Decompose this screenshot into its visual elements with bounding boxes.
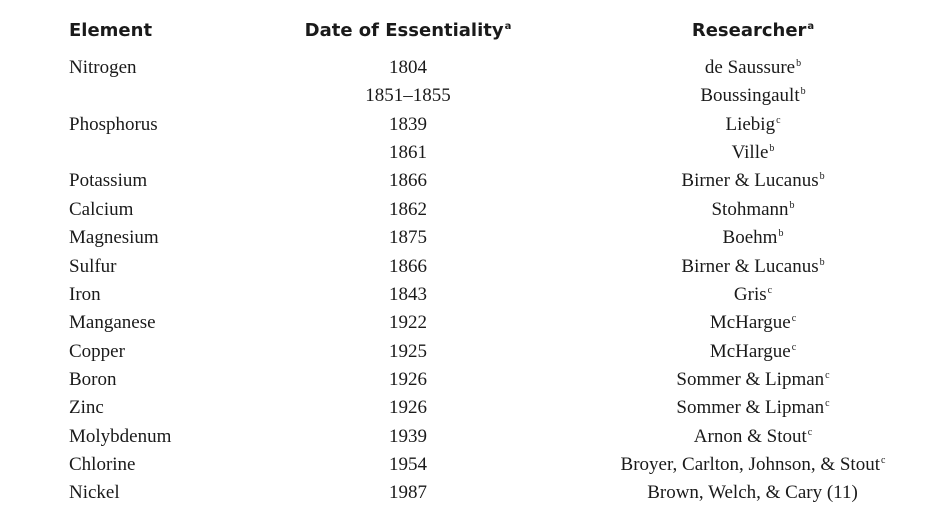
- cell-element: Iron: [69, 284, 101, 305]
- cell-date: 1861: [389, 142, 427, 163]
- header-element: Element: [69, 20, 153, 41]
- cell-researcher: [681, 170, 824, 192]
- table-row: [0, 341, 935, 369]
- researcher-name: Birner & Lucanus: [681, 256, 819, 277]
- table-row: [0, 227, 935, 255]
- cell-element: Nitrogen: [69, 57, 137, 78]
- footnote-mark: b: [796, 58, 802, 69]
- footnote-mark: c: [825, 370, 830, 381]
- cell-researcher: [700, 85, 805, 107]
- cell-element: Calcium: [69, 199, 134, 220]
- researcher-name: Brown, Welch, & Cary (11): [647, 482, 858, 503]
- table-header: [0, 20, 935, 46]
- cell-researcher: [705, 57, 801, 79]
- header-researcher-footnote: a: [807, 21, 815, 32]
- table-row: [0, 57, 935, 85]
- researcher-name: Boehm: [722, 227, 778, 248]
- cell-element: Potassium: [69, 170, 148, 191]
- researcher-name: Birner & Lucanus: [681, 170, 819, 191]
- footnote-mark: c: [791, 342, 797, 353]
- cell-element: Boron: [69, 369, 117, 390]
- cell-element: Molybdenum: [69, 426, 172, 447]
- table-row: [0, 85, 935, 113]
- cell-date: 1926: [389, 397, 427, 418]
- cell-date: 1987: [389, 482, 427, 503]
- researcher-name: Sommer & Lipman: [676, 397, 825, 418]
- table-row: [0, 369, 935, 397]
- cell-researcher: [734, 284, 772, 306]
- researcher-name: McHargue: [709, 312, 791, 333]
- cell-date: 1925: [389, 341, 427, 362]
- cell-element: Nickel: [69, 482, 120, 503]
- cell-element: Manganese: [69, 312, 156, 333]
- footnote-mark: b: [819, 171, 825, 182]
- table-row: [0, 284, 935, 312]
- footnote-mark: c: [767, 285, 773, 296]
- researcher-name: Liebig: [725, 114, 776, 135]
- cell-date: 1875: [389, 227, 427, 248]
- footnote-mark: c: [776, 115, 781, 126]
- cell-date: 1866: [389, 170, 427, 191]
- cell-element: Magnesium: [69, 227, 159, 248]
- footnote-mark: b: [800, 86, 806, 97]
- table-row: [0, 397, 935, 425]
- cell-date: 1851–1855: [365, 85, 451, 106]
- cell-element: Phosphorus: [69, 114, 158, 135]
- table-row: [0, 312, 935, 340]
- header-date-footnote: a: [504, 21, 512, 32]
- researcher-name: Stohmann: [711, 199, 789, 220]
- footnote-mark: b: [789, 200, 795, 211]
- cell-researcher: [725, 114, 780, 136]
- table-row: [0, 482, 935, 510]
- table-row: [0, 199, 935, 227]
- researcher-name: McHargue: [709, 341, 791, 362]
- table-row: [0, 170, 935, 198]
- footnote-mark: c: [825, 398, 830, 409]
- header-date: [305, 20, 512, 41]
- cell-researcher: [710, 312, 796, 334]
- header-researcher: [692, 20, 814, 41]
- cell-element: Chlorine: [69, 454, 136, 475]
- cell-researcher: [694, 426, 812, 448]
- cell-researcher: [621, 454, 886, 476]
- cell-date: 1804: [389, 57, 427, 78]
- footnote-mark: c: [791, 313, 797, 324]
- cell-element: Copper: [69, 341, 125, 362]
- table-row: [0, 426, 935, 454]
- cell-researcher: [647, 482, 859, 504]
- cell-date: 1839: [389, 114, 427, 135]
- cell-researcher: [723, 227, 784, 249]
- cell-researcher: [732, 142, 775, 164]
- cell-date: 1862: [389, 199, 427, 220]
- cell-date: 1926: [389, 369, 427, 390]
- cell-researcher: [676, 397, 829, 419]
- researcher-name: Sommer & Lipman: [676, 369, 825, 390]
- researcher-name: Boussingault: [700, 85, 800, 106]
- cell-date: 1866: [389, 256, 427, 277]
- table-row: [0, 256, 935, 284]
- footnote-mark: c: [880, 455, 886, 466]
- researcher-name: Gris: [733, 284, 767, 305]
- cell-date: 1843: [389, 284, 427, 305]
- cell-date: 1922: [389, 312, 427, 333]
- footnote-mark: b: [769, 143, 775, 154]
- table-row: [0, 142, 935, 170]
- cell-researcher: [711, 199, 794, 221]
- footnote-mark: b: [819, 257, 825, 268]
- cell-date: 1954: [389, 454, 427, 475]
- header-researcher-label: Researcher: [691, 20, 807, 41]
- cell-element: Sulfur: [69, 256, 117, 277]
- researcher-name: Ville: [731, 142, 769, 163]
- cell-element: Zinc: [69, 397, 104, 418]
- cell-researcher: [710, 341, 796, 363]
- cell-date: 1939: [389, 426, 427, 447]
- researcher-name: Broyer, Carlton, Johnson, & Stout: [620, 454, 880, 475]
- cell-researcher: [681, 256, 824, 278]
- footnote-mark: b: [778, 228, 784, 239]
- researcher-name: Arnon & Stout: [693, 426, 807, 447]
- footnote-mark: c: [807, 427, 813, 438]
- cell-researcher: [676, 369, 829, 391]
- header-date-label: Date of Essentiality: [304, 20, 504, 41]
- researcher-name: de Saussure: [704, 57, 796, 78]
- table-row: [0, 454, 935, 482]
- table-row: [0, 114, 935, 142]
